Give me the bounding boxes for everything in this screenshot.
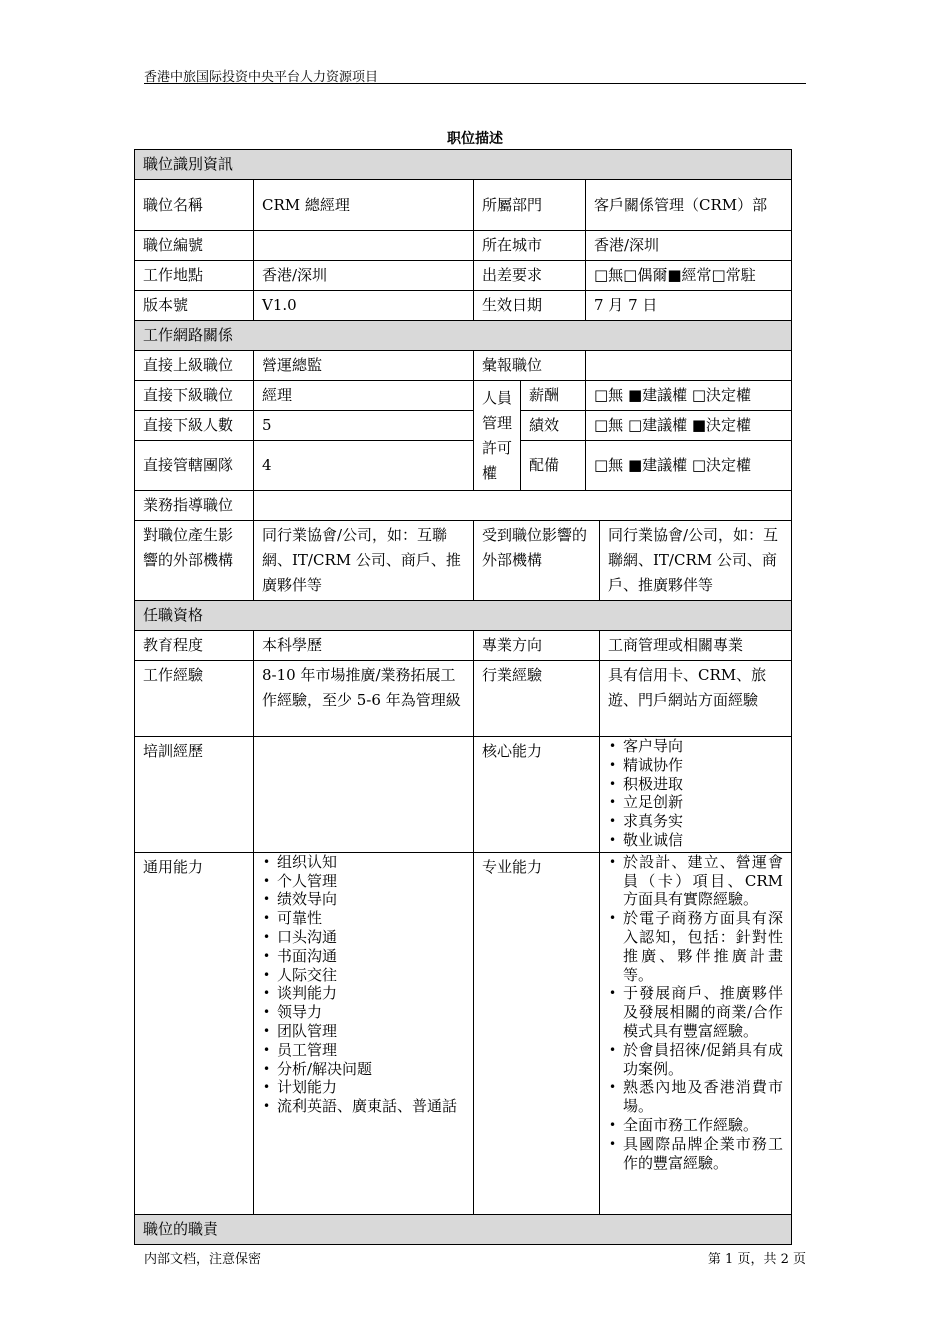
city-value: 香港/深圳: [586, 231, 792, 261]
work-location-value: 香港/深圳: [254, 261, 474, 291]
salary-label: 薪酬: [521, 381, 586, 411]
position-name-value: CRM 總經理: [254, 180, 474, 231]
general-competency-label: 通用能力: [135, 852, 254, 1214]
training-label: 培訓經歷: [135, 737, 254, 853]
business-guidance-label: 業務指導職位: [135, 491, 254, 521]
section-network: 工作網路關係: [135, 321, 792, 351]
education-label: 教育程度: [135, 631, 254, 661]
list-item: • 于發展商戶、推廣夥伴及發展相關的商業/合作模式具有豐富經驗。: [623, 984, 783, 1040]
effective-date-label: 生效日期: [474, 291, 586, 321]
performance-label: 績效: [521, 411, 586, 441]
subordinate-count-label: 直接下級人數: [135, 411, 254, 441]
effective-date-value: 7 月 7 日: [586, 291, 792, 321]
travel-value: □無□偶爾■經常□常駐: [586, 261, 792, 291]
city-label: 所在城市: [474, 231, 586, 261]
salary-authority: □無 ■建議權 □決定權: [586, 381, 792, 411]
list-item: • 计划能力: [277, 1078, 465, 1097]
list-item: • 分析/解决问题: [277, 1060, 465, 1079]
superior-label: 直接上級職位: [135, 351, 254, 381]
major-label: 專業方向: [474, 631, 600, 661]
list-item: • 流利英語、廣東話、普通話: [277, 1097, 465, 1116]
major-value: 工商管理或相關專業: [600, 631, 792, 661]
list-item: • 绩效导向: [277, 890, 465, 909]
subordinate-count-value: 5: [254, 411, 474, 441]
performance-authority: □無 □建議權 ■決定權: [586, 411, 792, 441]
list-item: • 具國際品牌企業市務工作的豐富經驗。: [623, 1135, 783, 1173]
business-guidance-value: [254, 491, 792, 521]
industry-experience-value: 具有信用卡、CRM、旅遊、門戶網站方面經驗: [600, 661, 792, 737]
list-item: • 求真务实: [623, 812, 783, 831]
list-item: • 领导力: [277, 1003, 465, 1022]
team-value: 4: [254, 441, 474, 491]
list-item: • 谈判能力: [277, 984, 465, 1003]
section-qualification: 任職資格: [135, 601, 792, 631]
management-authority-label: 人員管理許可權: [474, 381, 521, 491]
list-item: • 全面市務工作經驗。: [623, 1116, 783, 1135]
work-location-label: 工作地點: [135, 261, 254, 291]
subordinate-value: 經理: [254, 381, 474, 411]
list-item: • 口头沟通: [277, 928, 465, 947]
experience-value: 8-10 年市場推廣/業務拓展工作經驗，至少 5-6 年為管理級: [254, 661, 474, 737]
position-name-label: 職位名稱: [135, 180, 254, 231]
list-item: • 人际交往: [277, 966, 465, 985]
page-header: 香港中旅国际投资中央平台人力资源项目: [144, 70, 379, 85]
professional-competency-label: 专业能力: [474, 852, 600, 1214]
version-label: 版本號: [135, 291, 254, 321]
list-item: • 立足创新: [623, 793, 783, 812]
report-position-value: [586, 351, 792, 381]
department-value: 客戶關係管理（CRM）部: [586, 180, 792, 231]
external-affected-value: 同行業協會/公司，如：互聯網、IT/CRM 公司、商戶、推廣夥伴等: [600, 521, 792, 601]
department-label: 所屬部門: [474, 180, 586, 231]
header-divider: [144, 83, 806, 84]
training-value: [254, 737, 474, 853]
list-item: • 员工管理: [277, 1041, 465, 1060]
section-identity: 職位識別資訊: [135, 150, 792, 180]
report-position-label: 彙報職位: [474, 351, 586, 381]
list-item: • 熟悉內地及香港消費市場。: [623, 1078, 783, 1116]
list-item: • 於設計、建立、營運會員（卡）項目、CRM 方面具有實際經驗。: [623, 853, 783, 909]
list-item: • 个人管理: [277, 872, 465, 891]
list-item: • 书面沟通: [277, 947, 465, 966]
team-label: 直接管轄團隊: [135, 441, 254, 491]
list-item: • 客户导向: [623, 737, 783, 756]
list-item: • 於電子商務方面具有深入認知，包括：針對性推廣、夥伴推廣計畫等。: [623, 909, 783, 984]
staffing-authority: □無 ■建議權 □決定權: [586, 441, 792, 491]
footer-page-number: 第 1 页，共 2 页: [707, 1252, 806, 1267]
list-item: • 团队管理: [277, 1022, 465, 1041]
list-item: • 於會員招徠/促銷具有成功案例。: [623, 1041, 783, 1079]
industry-experience-label: 行業經驗: [474, 661, 600, 737]
travel-label: 出差要求: [474, 261, 586, 291]
superior-value: 營運總監: [254, 351, 474, 381]
section-duties: 職位的職責: [135, 1214, 792, 1244]
list-item: • 可靠性: [277, 909, 465, 928]
subordinate-label: 直接下級職位: [135, 381, 254, 411]
position-code-label: 職位編號: [135, 231, 254, 261]
list-item: • 精诚协作: [623, 756, 783, 775]
education-value: 本科學歷: [254, 631, 474, 661]
general-competency-list: [262, 853, 465, 1116]
list-item: • 积极进取: [623, 775, 783, 794]
version-value: V1.0: [254, 291, 474, 321]
professional-competency-list: [608, 853, 783, 1173]
footer-confidential: 内部文档，注意保密: [144, 1252, 262, 1267]
external-affected-label: 受到職位影響的外部機構: [474, 521, 600, 601]
external-affecting-value: 同行業協會/公司，如：互聯網、IT/CRM 公司、商戶、推廣夥伴等: [254, 521, 474, 601]
list-item: • 敬业诚信: [623, 831, 783, 850]
staffing-label: 配備: [521, 441, 586, 491]
document-title: 职位描述: [447, 131, 503, 147]
core-competency-list: [608, 737, 783, 850]
job-description-table: [134, 149, 792, 1245]
experience-label: 工作經驗: [135, 661, 254, 737]
external-affecting-label: 對職位產生影響的外部機構: [135, 521, 254, 601]
list-item: • 组织认知: [277, 853, 465, 872]
position-code-value: [254, 231, 474, 261]
core-competency-label: 核心能力: [474, 737, 600, 853]
